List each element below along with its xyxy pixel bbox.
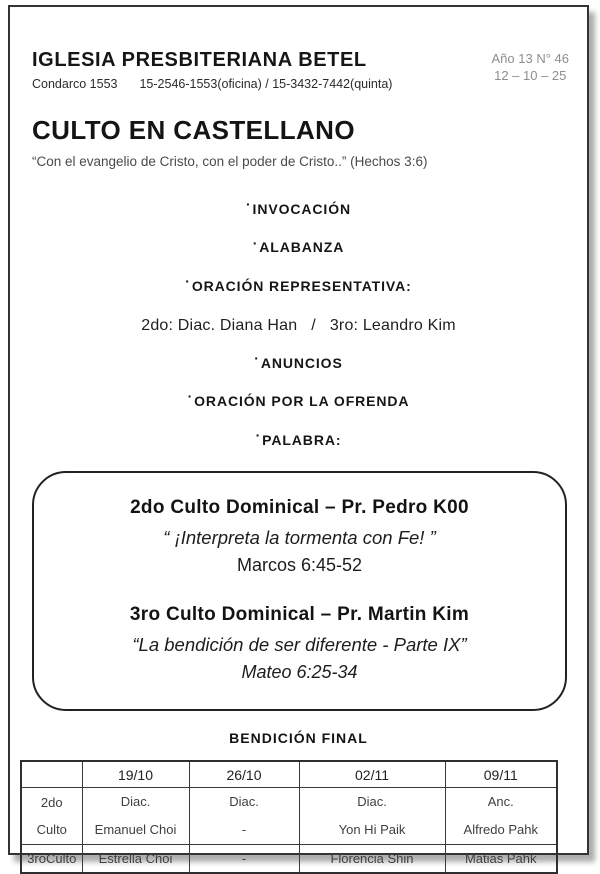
cell-role: Diac. [229, 794, 259, 810]
table-cell [445, 788, 557, 845]
sermon-passage: Mateo 6:25-34 [241, 661, 358, 682]
order-item-label: ORACIÓN REPRESENTATIVA: [191, 277, 412, 294]
sermon-3ro [46, 604, 553, 683]
org-contact [32, 77, 392, 91]
row-label-2do-culto [21, 788, 82, 845]
bulletin-page [8, 5, 589, 867]
cell-role: Diac. [120, 794, 151, 810]
org-name: IGLESIA PRESBITERIANA BETEL [32, 49, 367, 71]
cell-name: Yon Hi Paik [338, 822, 406, 838]
bullet-icon: · [252, 234, 259, 251]
order-item-palabra [10, 426, 587, 448]
order-item-oracion-representativa [10, 273, 587, 294]
order-item-label: ANUNCIOS [260, 354, 343, 371]
table-cell [189, 788, 299, 845]
order-item-ofrenda [10, 388, 587, 410]
bullet-icon: · [255, 426, 262, 443]
table-header-row [21, 761, 557, 788]
table-cell: - [189, 845, 299, 873]
header-cell-date: 09/11 [445, 761, 557, 788]
final-blessing-label: BENDICIÓN FINAL [229, 729, 368, 746]
header-cell-date: 19/10 [82, 761, 189, 788]
sermon-passage: Marcos 6:45-52 [236, 554, 363, 575]
sermon-title: “La bendición de ser diferente - Parte IX” [132, 633, 467, 655]
bullet-icon: · [185, 273, 191, 290]
issue-block [492, 49, 569, 91]
bullet-icon: · [187, 388, 194, 405]
bullet-icon: · [254, 350, 260, 367]
table-cell: Matias Pahk [445, 845, 557, 873]
order-item-label: ORACIÓN POR LA OFRENDA [194, 393, 410, 410]
cell-name: - [241, 822, 247, 838]
order-item-label: ALABANZA [259, 239, 345, 256]
table-cell: Estrella Choi [82, 845, 189, 873]
header-cell-date: 26/10 [189, 761, 299, 788]
header-cell-empty [21, 761, 82, 788]
row-label-line: Culto [36, 822, 67, 838]
org-block [32, 49, 392, 91]
header-cell-date: 02/11 [299, 761, 445, 788]
issue-date: 12 – 10 – 25 [494, 67, 567, 83]
sermon-heading: 3ro Culto Dominical – Pr. Martin Kim [129, 603, 470, 625]
cell-role: Anc. [487, 794, 514, 810]
cell-name: Alfredo Pahk [463, 822, 538, 838]
table-cell [299, 788, 445, 845]
sermon-title: “ ¡Interpreta la tormenta con Fe! ” [163, 526, 436, 548]
sermon-2do [46, 497, 553, 576]
order-item-representatives: 2do: Diac. Diana Han / 3ro: Leandro Kim [141, 317, 456, 335]
table-cell: Florencia Shin [299, 845, 445, 873]
sermon-heading: 2do Culto Dominical – Pr. Pedro K00 [130, 496, 469, 518]
cell-role: Diac. [357, 794, 387, 810]
row-label-line: 2do [40, 795, 63, 811]
sermon-box [32, 471, 567, 711]
row-label-3ro-culto: 3roCulto [21, 845, 82, 873]
order-item-alabanza [10, 234, 587, 256]
order-item-invocacion [10, 196, 587, 217]
table-cell [82, 788, 189, 845]
org-address: Condarco 1553 [32, 77, 118, 91]
order-item-anuncios [10, 350, 587, 371]
schedule-table [20, 760, 558, 874]
order-item-label: INVOCACIÓN [252, 201, 351, 217]
table-row-2do-culto [21, 788, 557, 845]
issue-number: Año 13 N° 46 [491, 51, 569, 66]
motto-verse: “Con el evangelio de Cristo, con el poder de Cristo..” (Hechos 3:6) [32, 154, 428, 169]
cell-name: Emanuel Choi [94, 822, 177, 838]
page-title: CULTO EN CASTELLANO [32, 115, 355, 145]
header [10, 7, 587, 91]
org-phones: 15-2546-1553(oficina) / 15-3432-7442(quinta) [139, 77, 393, 91]
table-row-3ro-culto [21, 845, 557, 873]
bullet-icon: · [245, 196, 252, 213]
order-item-label: PALABRA: [262, 431, 342, 448]
order-of-service [10, 196, 587, 448]
